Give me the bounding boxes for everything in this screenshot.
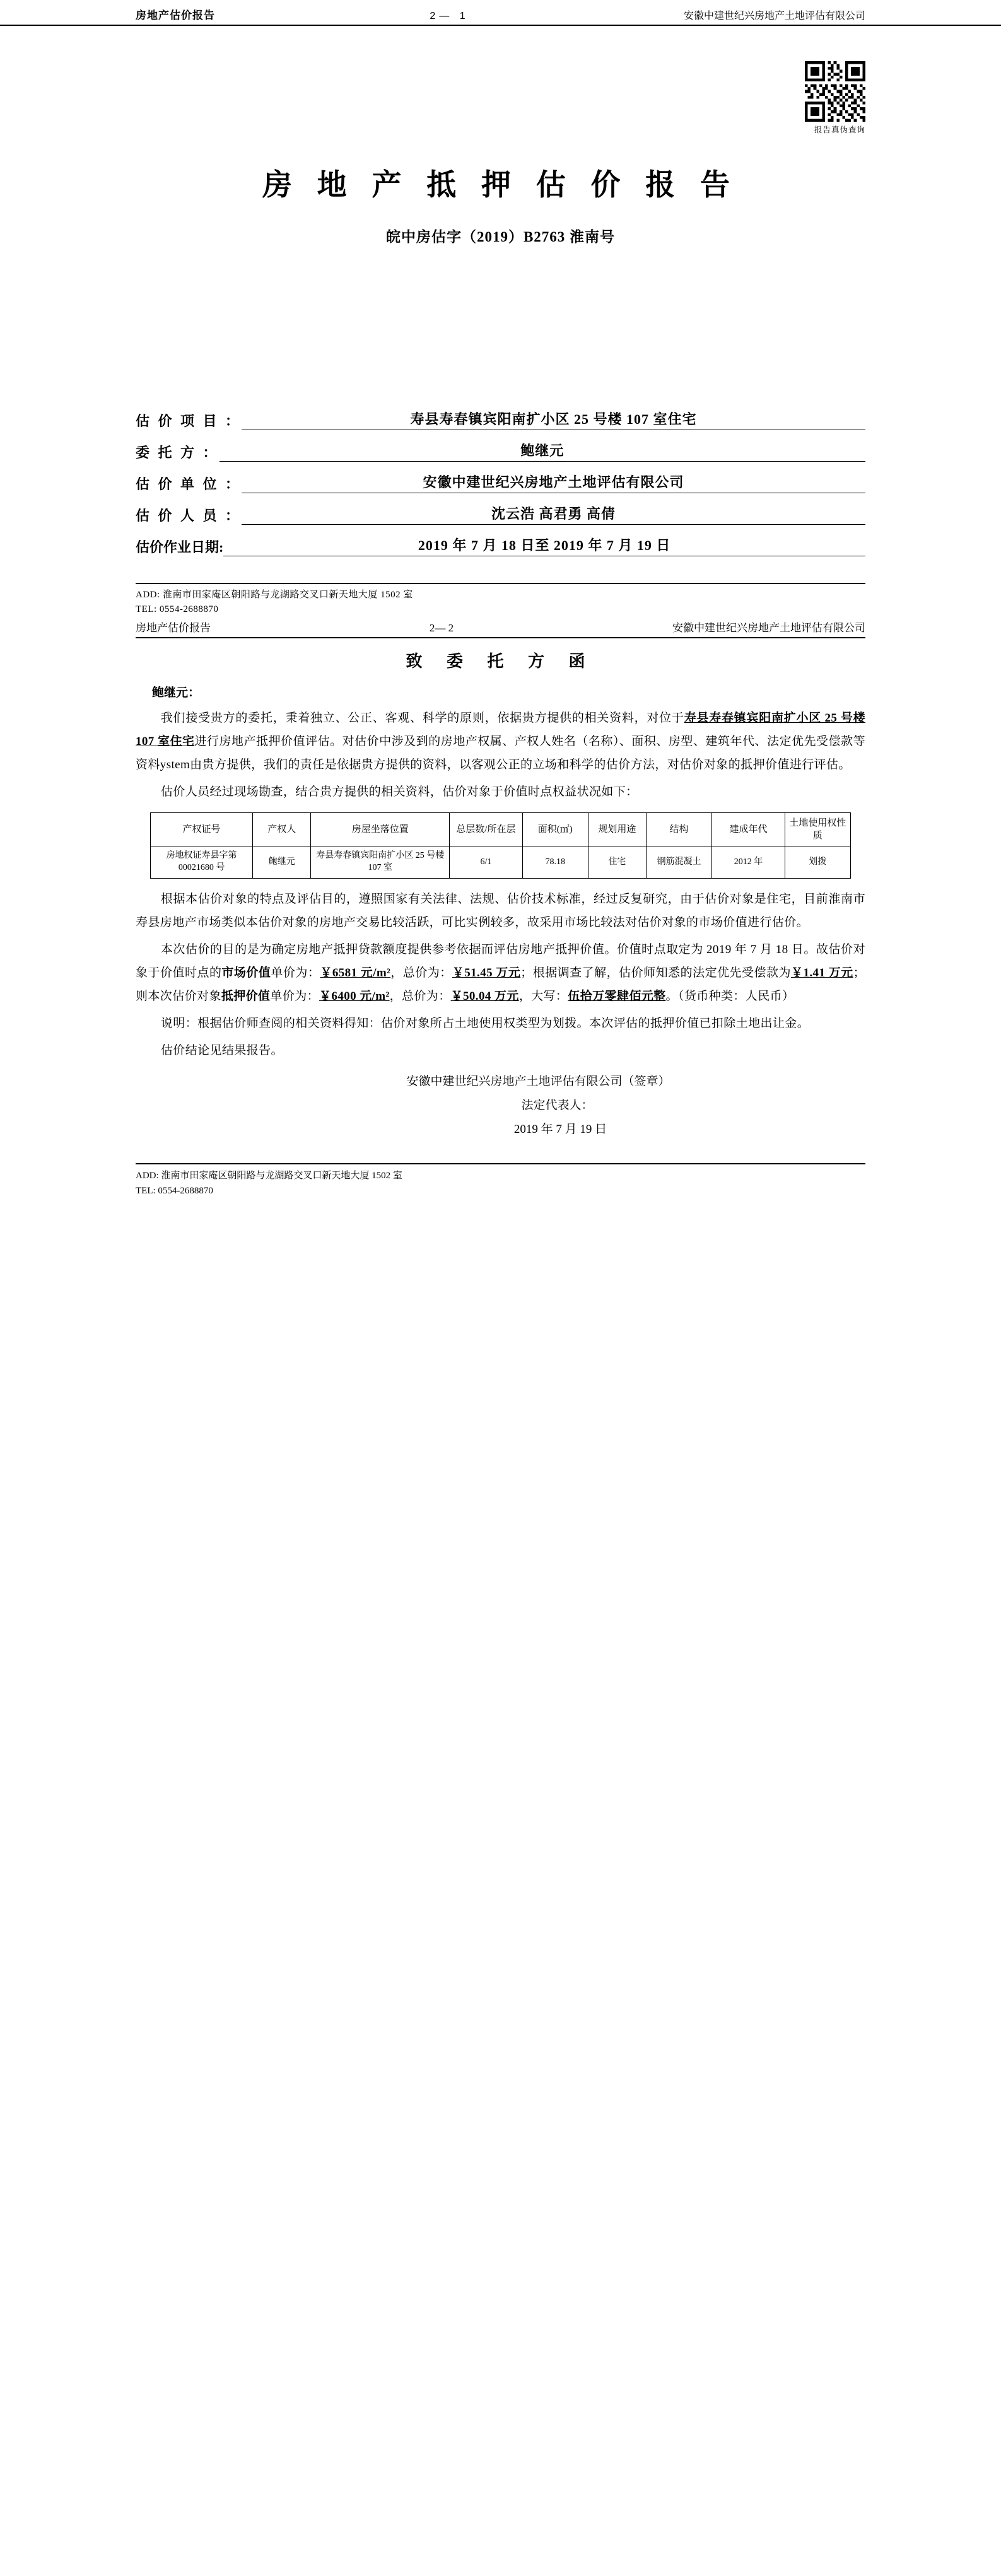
para1-part-b: 进行房地产抵押价值评估。对估价中涉及到的房地产权属、产权人姓名（名称）、面积、房型、建筑年代、法定优先受偿款等资料ystem由贵方提供，我们的责任是依据贵方提供的资料，以客观公正的立场和科学的估价方法，对估价对象的抵押价值进行评估。 — [136, 734, 865, 771]
letter-paragraph-2: 估价人员经过现场勘查，结合贵方提供的相关资料，估价对象于价值时点权益状况如下： — [160, 785, 638, 799]
table-header-row — [151, 812, 851, 846]
para4-unit-price-text-2: 单价为： — [270, 990, 320, 1004]
para4-mortgage-total-price: ￥50.04 万元 — [450, 990, 519, 1004]
td-land-right: 划拨 — [785, 846, 850, 879]
para4-then-text: ；则本次估价对象 — [136, 966, 865, 1004]
field-appraisers-value: 沈云浩 高君勇 高倩 — [242, 503, 865, 525]
th-year-built: 建成年代 — [712, 812, 785, 846]
para4-amount-in-words: 伍拾万零肆佰元整 — [568, 990, 666, 1004]
para1-subject-property: 寿县寿春镇宾阳南扩小区 25 号楼 107 室住宅 — [136, 711, 865, 748]
para1-part-a: 我们接受贵方的委托，秉着独立、公正、客观、科学的原则，依据贵方提供的相关资料，对位于 — [160, 711, 684, 725]
th-usage: 规划用途 — [588, 812, 646, 846]
para4-market-total-price: ￥51.45 万元 — [452, 966, 521, 980]
letter-title: 致 委 托 方 函 — [406, 652, 595, 670]
page2-footer — [136, 1163, 865, 1198]
td-cert-no: 房地权证寿县字第 00021680 号 — [151, 846, 253, 879]
para4-priority-text: ；根据调查了解，估价师知悉的法定优先受偿款为 — [520, 966, 791, 980]
qr-caption: 报告真伪查询 — [814, 126, 865, 134]
table-row — [151, 846, 851, 879]
td-floors: 6/1 — [450, 846, 523, 879]
field-project-value: 寿县寿春镇宾阳南扩小区 25 号楼 107 室住宅 — [242, 409, 865, 430]
field-appraisal-company-value: 安徽中建世纪兴房地产土地评估有限公司 — [242, 472, 865, 493]
document-page — [0, 0, 1001, 1205]
cover-footer — [136, 583, 865, 618]
letter-paragraph-1 — [136, 706, 865, 776]
header-page-marker: 2— 1 — [430, 11, 469, 21]
page2-header-left-title: 房地产估价报告 — [136, 621, 211, 634]
field-appraisal-company-label: 估 价 单 位 ： — [136, 476, 242, 492]
para4-market-value-label: 市场价值 — [221, 966, 271, 980]
td-usage: 住宅 — [588, 846, 646, 879]
letter-paragraph-4 — [136, 938, 865, 1008]
field-appraisal-company — [136, 472, 865, 493]
field-project — [136, 409, 865, 430]
th-structure: 结构 — [647, 812, 712, 846]
field-appraisers-label: 估 价 人 员 ： — [136, 508, 242, 524]
field-appraisers — [136, 503, 865, 525]
para4-mortgage-value-label: 抵押价值 — [221, 990, 271, 1004]
field-client-value: 鲍继元 — [220, 440, 865, 462]
letter-paragraph-5: 说明：根据估价师查阅的相关资料得知：估价对象所占土地使用权类型为划拨。本次评估的抵押价值已扣除土地出让金。 — [160, 1017, 810, 1031]
page2-header-company: 安徽中建世纪兴房地产土地评估有限公司 — [672, 621, 865, 634]
footer-tel: TEL: 0554-2688870 — [136, 604, 219, 615]
letter-paragraph-6: 估价结论见结果报告。 — [160, 1044, 283, 1058]
signature-date: 2019 年 7 月 19 日 — [513, 1123, 607, 1137]
property-info-table-head — [151, 812, 851, 846]
page2-header-page-marker: 2— 2 — [429, 621, 454, 634]
cover-fields — [136, 409, 865, 556]
cover-spacer — [136, 246, 865, 409]
para4-unit-price-text: 单价为： — [271, 966, 320, 980]
page2-footer-address: ADD: 淮南市田家庵区朝阳路与龙湖路交叉口新天地大厦 1502 室 — [136, 1171, 402, 1181]
bottom-spacer — [136, 1198, 865, 1205]
property-info-table — [150, 812, 851, 879]
field-client — [136, 440, 865, 462]
td-owner: 鲍继元 — [252, 846, 310, 879]
th-owner: 产权人 — [252, 812, 310, 846]
para4-total-text-2: ，总价为： — [389, 990, 451, 1004]
field-work-date — [136, 535, 865, 556]
th-cert-no: 产权证号 — [151, 812, 253, 846]
cover-content — [0, 61, 1001, 1205]
td-structure: 钢筋混凝土 — [647, 846, 712, 879]
td-year-built: 2012 年 — [712, 846, 785, 879]
property-info-table-body — [151, 846, 851, 879]
para4-priority-amount: ￥1.41 万元 — [791, 966, 853, 980]
th-area: 面积(㎡) — [522, 812, 588, 846]
letter-paragraph-3: 根据本估价对象的特点及评估目的，遵照国家有关法律、法规、估价技术标准，经过反复研究，由于估价对象是住宅，目前淮南市寿县房地产市场类似本估价对象的房地产交易比较活跃，可比实例较多，故采用市场比较法对估价对象的市场价值进行估价。 — [136, 892, 865, 930]
header-company: 安徽中建世纪兴房地产土地评估有限公司 — [683, 11, 865, 21]
field-client-label: 委 托 方 ： — [136, 445, 220, 460]
field-work-date-label: 估价作业日期: — [136, 539, 224, 555]
footer-address: ADD: 淮南市田家庵区朝阳路与龙湖路交叉口新天地大厦 1502 室 — [136, 590, 413, 600]
letter-addressee: 鲍继元： — [152, 686, 201, 700]
qr-code-icon — [805, 61, 865, 122]
th-location: 房屋坐落位置 — [311, 812, 450, 846]
para4-intro: 本次估价的目的是为确定房地产抵押贷款额度提供参考依据而评估房地产抵押价值。价值时点取定为 2019 年 7 月 18 日。故估价对象于价值时点的 — [136, 943, 865, 980]
signature-company: 安徽中建世纪兴房地产土地评估有限公司（签章） — [406, 1075, 670, 1089]
field-project-label: 估 价 项 目 ： — [136, 413, 242, 429]
qr-block — [136, 61, 865, 135]
cover-title: 房 地 产 抵 押 估 价 报 告 — [262, 169, 739, 202]
td-location: 寿县寿春镇宾阳南扩小区 25 号楼 107 室 — [311, 846, 450, 879]
para4-market-unit-price: ￥6581 元/m² — [320, 966, 391, 980]
field-work-date-value: 2019 年 7 月 18 日至 2019 年 7 月 19 日 — [223, 535, 865, 556]
page2-footer-tel: TEL: 0554-2688870 — [136, 1186, 213, 1197]
para4-total-text: ，总价为： — [390, 966, 452, 980]
th-floors: 总层数/所在层 — [450, 812, 523, 846]
para4-currency-note: 。（货币种类：人民币） — [665, 990, 795, 1004]
signature-block — [136, 1070, 865, 1142]
page2-running-header — [136, 618, 865, 638]
para4-uppercase-text: ，大写： — [518, 990, 568, 1004]
running-header — [0, 0, 1001, 26]
td-area: 78.18 — [522, 846, 588, 879]
report-number: 皖中房估字（2019）B2763 淮南号 — [385, 229, 616, 245]
para4-mortgage-unit-price: ￥6400 元/m² — [319, 990, 390, 1004]
header-left-title: 房地产估价报告 — [136, 9, 215, 21]
th-land-right: 土地使用权性质 — [785, 812, 850, 846]
signature-legal-rep: 法定代表人： — [521, 1099, 594, 1113]
